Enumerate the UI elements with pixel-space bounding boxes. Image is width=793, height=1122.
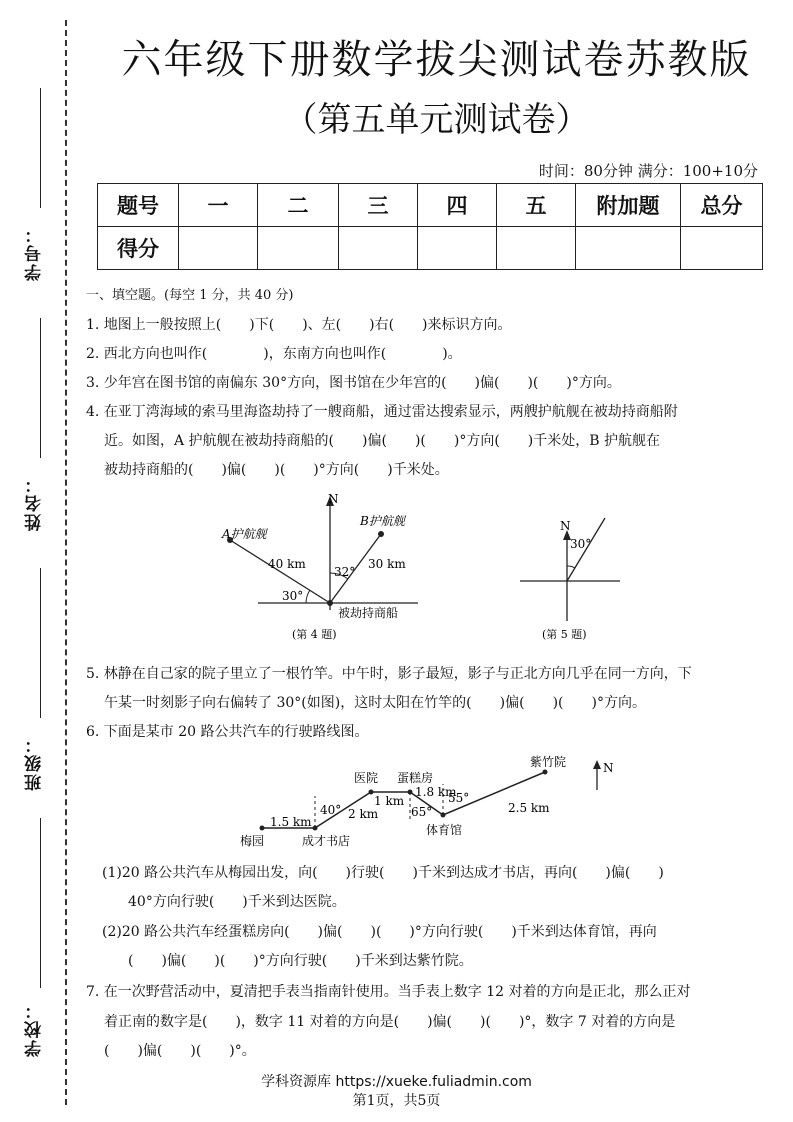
class-line	[40, 568, 41, 718]
stop-zizhuyuan	[543, 770, 548, 775]
class-label: 班级：	[25, 734, 45, 791]
question-7-line1: 7. 在一次野营活动中，夏清把手表当指南针使用。当手表上数字 12 对着的方向是正北，那么正对	[86, 984, 691, 1000]
angle-arc-a	[306, 590, 310, 603]
fig6-bookstore: 成才书店	[302, 834, 351, 848]
line-to-a	[230, 540, 330, 603]
student-id-line	[40, 88, 41, 208]
question-7-line2: 着正南的数字是( )，数字 11 对着的方向是( )偏( )( )°，数字 7 对着的方向是	[104, 1014, 676, 1030]
fig4-dist-a: 40 km	[268, 557, 306, 571]
question-6-2-line2: ( )偏( )( )°方向行驶( )千米到达紫竹院。	[128, 953, 473, 969]
fig5-angle: 30°	[570, 537, 592, 551]
exam-meta: 时间：80分钟 满分：100+10分	[538, 162, 758, 180]
fig6-dist2: 2 km	[348, 807, 379, 821]
page-number: 第1页，共5页	[352, 1093, 441, 1109]
question-6: 6. 下面是某市 20 路公共汽车的行驶路线图。	[86, 724, 369, 740]
stop-meiyuan	[260, 826, 265, 831]
page-title: 六年级下册数学拔尖测试卷苏教版	[121, 37, 752, 83]
header-cell: 题号	[98, 184, 179, 227]
page-subtitle: （第五单元测试卷）	[283, 100, 590, 140]
question-4-line1: 4. 在亚丁湾海域的索马里海盗劫持了一艘商船，通过雷达搜索显示，两艘护航舰在被劫持商船附	[86, 404, 678, 420]
score-cell[interactable]	[576, 227, 681, 270]
figure-q5	[510, 510, 630, 645]
school-line	[40, 818, 41, 988]
question-2: 2. 西北方向也叫作( )，东南方向也叫作( )。	[86, 346, 462, 362]
section-heading: 一、填空题。(每空 1 分，共 40 分)	[86, 288, 294, 303]
fig5-caption: (第 5 题)	[542, 628, 587, 641]
fig4-ship: 被劫持商船	[338, 606, 399, 620]
student-id-label: 学号：	[25, 224, 45, 281]
fig4-label-b: B护航舰	[360, 514, 405, 528]
north-arrow	[593, 760, 601, 769]
score-cell[interactable]	[258, 227, 339, 270]
fig5-north: N	[560, 519, 571, 533]
school-label: 学校：	[25, 1000, 45, 1057]
fig6-angle2: 65°	[411, 805, 433, 819]
question-7-line3: ( )偏( )( )°。	[104, 1043, 256, 1059]
angle-arc	[567, 566, 575, 568]
score-cell[interactable]	[418, 227, 497, 270]
fig4-angle-a: 30°	[282, 589, 304, 603]
fig6-hospital: 医院	[354, 771, 379, 785]
header-cell: 二	[258, 184, 339, 227]
fig6-angle3: 55°	[448, 791, 470, 805]
stop-hospital	[369, 790, 374, 795]
header-cell: 总分	[681, 184, 763, 227]
header-cell: 四	[418, 184, 497, 227]
score-cell[interactable]	[497, 227, 576, 270]
point-b	[378, 531, 384, 537]
binding-dashed-line	[65, 20, 67, 1105]
fig4-angle-b: 32°	[334, 565, 356, 579]
fig6-meiyuan: 梅园	[240, 834, 265, 848]
figure-q4	[210, 490, 430, 645]
fig6-zizhuyuan: 紫竹院	[530, 755, 567, 769]
header-cell: 一	[179, 184, 258, 227]
name-label: 姓名：	[25, 474, 45, 531]
fig4-north: N	[328, 492, 339, 506]
question-3: 3. 少年宫在图书馆的南偏东 30°方向，图书馆在少年宫的( )偏( )( )°方向。	[86, 375, 621, 391]
header-cell: 三	[339, 184, 418, 227]
fig4-label-a: A护航舰	[222, 527, 267, 541]
figure-q6	[230, 750, 630, 855]
header-cell: 附加题	[576, 184, 681, 227]
score-row-label: 得分	[98, 227, 179, 270]
fig6-stadium: 体育馆	[426, 823, 463, 837]
fig6-dist1: 1.5 km	[270, 815, 312, 829]
score-table	[97, 183, 763, 270]
score-cell[interactable]	[339, 227, 418, 270]
question-5-line2: 午某一时刻影子向右偏转了 30°(如图)，这时太阳在竹竿的( )偏( )( )°方向。	[104, 695, 646, 711]
fig6-bakery: 蛋糕房	[397, 771, 434, 785]
fig6-angle1: 40°	[320, 803, 342, 817]
header-cell: 五	[497, 184, 576, 227]
score-cell[interactable]	[681, 227, 763, 270]
question-5-line1: 5. 林静在自己家的院子里立了一根竹竿。中午时，影子最短，影子与正北方向几乎在同一方向，下	[86, 666, 692, 682]
score-cell[interactable]	[179, 227, 258, 270]
name-line	[40, 318, 41, 458]
question-6-1-line2: 40°方向行驶( )千米到达医院。	[128, 894, 346, 910]
score-table-score-row	[98, 227, 763, 270]
fig6-dist4: 1.8 km	[415, 785, 457, 799]
fig6-dist3: 1 km	[374, 794, 405, 808]
question-6-1-line1: (1)20 路公共汽车从梅园出发，向( )行驶( )千米到达成才书店，再向( )偏( )	[102, 865, 664, 881]
question-6-2-line1: (2)20 路公共汽车经蛋糕房向( )偏( )( )°方向行驶( )千米到达体育馆，再向	[102, 924, 657, 940]
question-1: 1. 地图上一般按照上( )下( )、左( )右( )来标识方向。	[86, 317, 512, 333]
fig6-north: N	[603, 761, 614, 775]
watermark: 学科资源库 https://xueke.fuliadmin.com	[261, 1074, 532, 1090]
fig4-dist-b: 30 km	[368, 557, 406, 571]
point-ship	[327, 600, 333, 606]
question-4-line2: 近。如图，A 护航舰在被劫持商船的( )偏( )( )°方向( )千米处，B 护航舰在	[104, 433, 660, 449]
score-table-header-row	[98, 184, 763, 227]
fig6-dist5: 2.5 km	[508, 801, 550, 815]
question-4-line3: 被劫持商船的( )偏( )( )°方向( )千米处。	[104, 462, 449, 478]
fig4-caption: (第 4 题)	[292, 628, 337, 641]
